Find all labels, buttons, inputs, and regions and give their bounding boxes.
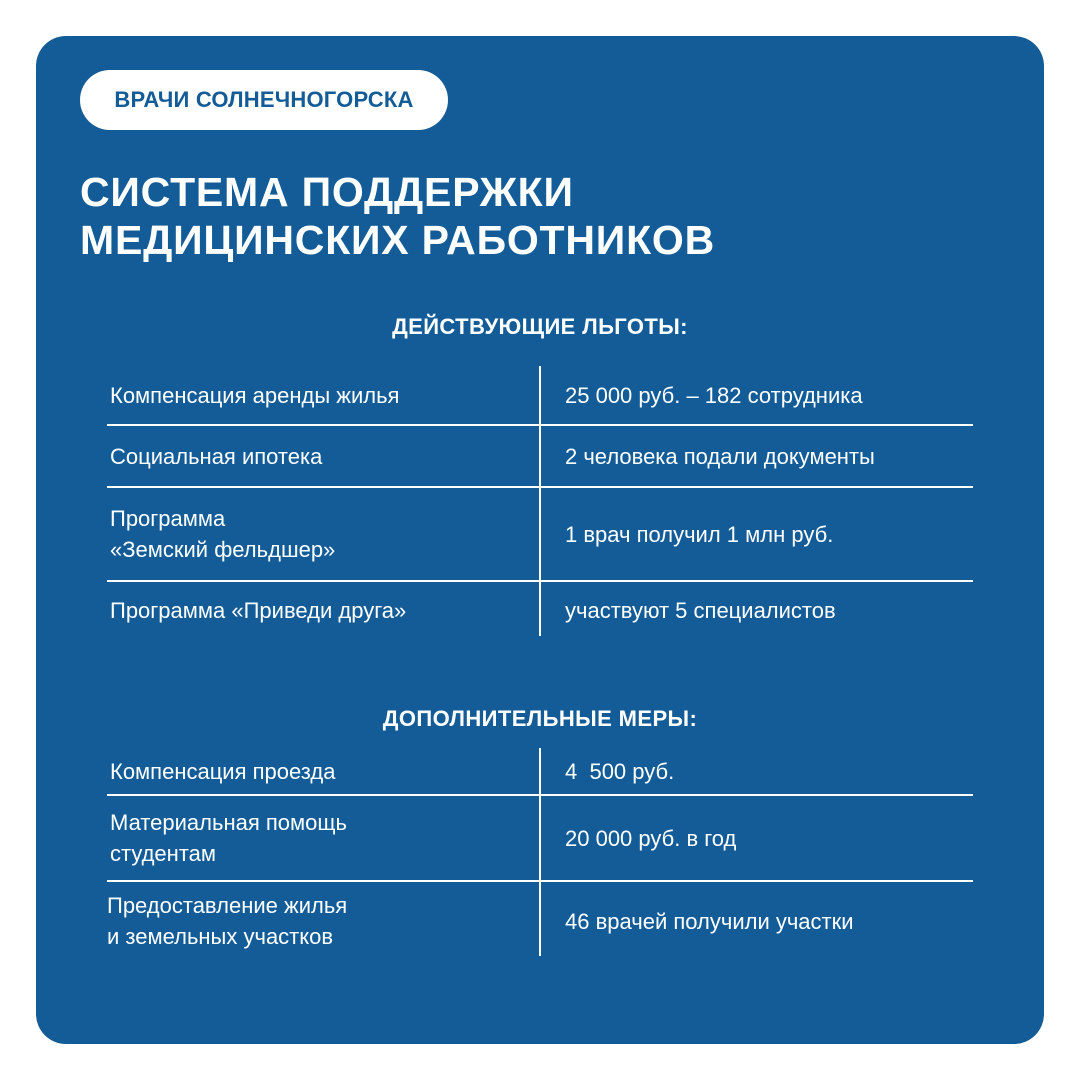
title-line-1: СИСТЕМА ПОДДЕРЖКИ (80, 169, 574, 215)
current-benefits-heading: ДЕЙСТВУЮЩИЕ ЛЬГОТЫ: (392, 314, 688, 339)
measure-label: Материальная помощь студентам (110, 810, 347, 866)
table-row (107, 582, 973, 638)
current-benefits-table (107, 366, 973, 636)
header-tag: ВРАЧИ СОЛНЕЧНОГОРСКА (80, 70, 448, 130)
measure-value: 20 000 руб. в год (565, 825, 737, 851)
benefit-label: Программа «Приведи друга» (110, 597, 407, 623)
extra-measures-table (107, 748, 973, 956)
benefit-label: Компенсация аренды жилья (110, 382, 400, 408)
measure-value: 46 врачей получили участки (565, 908, 854, 934)
measure-label: Компенсация проезда (110, 758, 336, 784)
table-row (107, 488, 973, 580)
benefit-value: 1 врач получил 1 млн руб. (565, 521, 834, 547)
measure-label: Предоставление жилья и земельных участков (107, 893, 348, 949)
benefit-label: Программа «Земский фельдшер» (110, 506, 336, 562)
benefit-value: участвуют 5 специалистов (565, 597, 836, 623)
title-line-2: МЕДИЦИНСКИХ РАБОТНИКОВ (80, 217, 716, 263)
benefit-value: 25 000 руб. – 182 сотрудника (565, 382, 863, 408)
table-row (107, 796, 973, 880)
table-row (107, 366, 973, 424)
extra-measures-heading: ДОПОЛНИТЕЛЬНЫЕ МЕРЫ: (382, 706, 698, 731)
table-row (107, 426, 973, 486)
page-title (80, 168, 980, 264)
benefit-label: Социальная ипотека (110, 443, 323, 469)
benefit-value: 2 человека подали документы (565, 443, 875, 469)
measure-value: 4 500 руб. (565, 758, 675, 784)
table-row (107, 882, 973, 960)
table-row (107, 748, 973, 794)
